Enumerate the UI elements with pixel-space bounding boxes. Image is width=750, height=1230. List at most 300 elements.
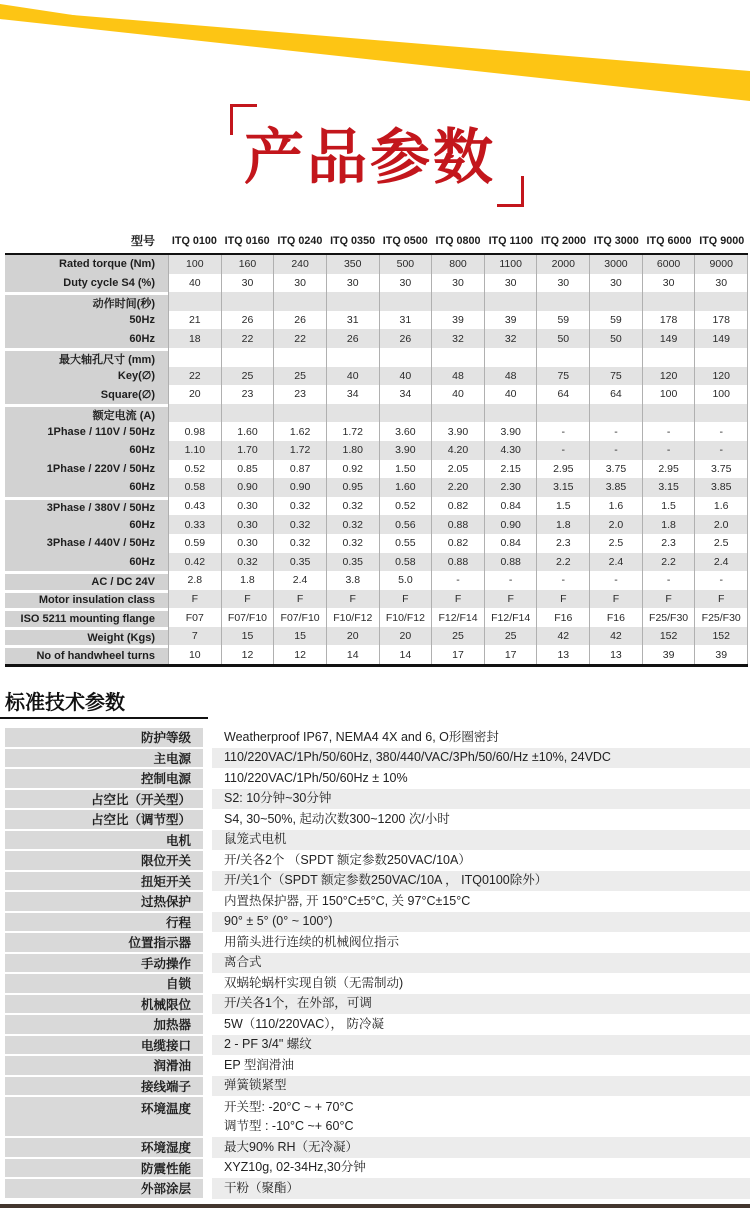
spec-cell: F (484, 590, 537, 609)
spec-cell: F (379, 590, 432, 609)
spec-cell: 1.6 (694, 497, 748, 516)
spec-cell: - (431, 571, 484, 590)
page-title: 产品参数 (244, 124, 496, 191)
spec-cell (642, 404, 695, 423)
table-row (5, 385, 748, 404)
model-header-cell: ITQ 0500 (382, 234, 428, 247)
spec-cell: 12 (221, 645, 274, 664)
spec-cell: 23 (273, 385, 326, 404)
model-header-cells (168, 228, 748, 253)
spec-cell (379, 404, 432, 423)
spec-cell: 0.32 (273, 515, 326, 534)
model-header-cell: ITQ 9000 (699, 234, 745, 247)
tech-row-label: 防震性能 (5, 1158, 203, 1179)
spec-cell: 1.8 (536, 515, 589, 534)
spec-cell: 20 (168, 385, 221, 404)
tech-row-value (212, 932, 750, 953)
tech-row-label: 电机 (5, 830, 203, 851)
tech-row (5, 932, 750, 953)
spec-cell: F (273, 590, 326, 609)
tech-row-value (212, 953, 750, 974)
spec-cell: 10 (168, 645, 221, 664)
spec-cell (221, 292, 274, 311)
model-spec-table-header (5, 228, 748, 255)
tech-row-value (212, 912, 750, 933)
row-label: 60Hz (5, 553, 168, 572)
spec-cell (536, 292, 589, 311)
tech-row-label: 加热器 (5, 1014, 203, 1035)
spec-cell: 21 (168, 311, 221, 330)
spec-cell: - (694, 422, 748, 441)
tech-row-label: 行程 (5, 912, 203, 933)
row-label: 额定电流 (A) (5, 404, 168, 423)
spec-cell: 1.80 (326, 441, 379, 460)
spec-cell: 30 (642, 274, 695, 293)
spec-cell: 50 (589, 329, 642, 348)
spec-cell: 0.42 (168, 553, 221, 572)
spec-cell: 7 (168, 627, 221, 646)
row-label: 60Hz (5, 478, 168, 497)
spec-cell: 59 (536, 311, 589, 330)
tech-value-line: 110/220VAC/1Ph/50/60Hz ± 10% (224, 770, 408, 785)
spec-cell: 178 (694, 311, 748, 330)
tech-row (5, 871, 750, 892)
row-label: Motor insulation class (5, 590, 168, 609)
tech-row-label: 控制电源 (5, 768, 203, 789)
spec-cell: 2.4 (589, 553, 642, 572)
tech-row-label: 环境温度 (5, 1096, 203, 1137)
spec-cell: 1.70 (221, 441, 274, 460)
tech-value-line: 内置热保护器, 开 150°C±5°C, 关 97°C±15°C (224, 893, 471, 908)
spec-cell: 15 (221, 627, 274, 646)
row-label: 60Hz (5, 515, 168, 534)
spec-cell: 20 (379, 627, 432, 646)
spec-cell: 0.92 (326, 460, 379, 479)
tech-row (5, 1055, 750, 1076)
tech-row-value (212, 1096, 750, 1137)
spec-cell: 30 (484, 274, 537, 293)
tech-row-value (212, 1055, 750, 1076)
spec-cell: 149 (642, 329, 695, 348)
model-header-cell: ITQ 0800 (435, 234, 481, 247)
spec-cell (536, 348, 589, 367)
row-cells (168, 553, 748, 572)
spec-cell: 0.58 (379, 553, 432, 572)
spec-cell (431, 404, 484, 423)
row-cells (168, 274, 748, 293)
model-header-cell: ITQ 0100 (171, 234, 217, 247)
section-title-technical-parameters: 标准技术参数 (5, 692, 125, 714)
spec-cell: 40 (168, 274, 221, 293)
spec-cell: 0.32 (221, 553, 274, 572)
spec-cell (273, 292, 326, 311)
row-cells (168, 645, 748, 664)
spec-cell (168, 348, 221, 367)
tech-row (5, 891, 750, 912)
spec-cell: 2.5 (589, 534, 642, 553)
spec-cell: 3.60 (379, 422, 432, 441)
spec-cell: 12 (273, 645, 326, 664)
spec-cell: 0.98 (168, 422, 221, 441)
row-cells (168, 404, 748, 423)
spec-cell: F12/F14 (484, 608, 537, 627)
spec-cell: 3.90 (431, 422, 484, 441)
spec-cell: 75 (536, 367, 589, 386)
spec-cell: 100 (168, 255, 221, 274)
tech-row-value (212, 748, 750, 769)
spec-cell: 2.8 (168, 571, 221, 590)
table-row (5, 292, 748, 311)
spec-cell: 13 (536, 645, 589, 664)
row-label: ISO 5211 mounting flange (5, 608, 168, 627)
spec-cell: - (589, 571, 642, 590)
spec-cell: F (642, 590, 695, 609)
tech-value-line: 用箭头进行连续的机械阀位指示 (224, 934, 400, 949)
spec-cell: - (589, 441, 642, 460)
row-cells (168, 534, 748, 553)
spec-cell: 0.32 (326, 515, 379, 534)
spec-cell: 39 (642, 645, 695, 664)
row-cells (168, 348, 748, 367)
spec-cell: 75 (589, 367, 642, 386)
spec-cell: 2.15 (484, 460, 537, 479)
spec-cell: 3.15 (642, 478, 695, 497)
row-label: 动作时间(秒) (5, 292, 168, 311)
spec-cell: 2.0 (694, 515, 748, 534)
tech-value-line: XYZ10g, 02-34Hz,30分钟 (224, 1160, 366, 1175)
spec-cell: 0.56 (379, 515, 432, 534)
spec-cell (168, 292, 221, 311)
spec-cell: 1.10 (168, 441, 221, 460)
spec-cell: - (642, 422, 695, 441)
model-header-cell: ITQ 1100 (488, 234, 533, 247)
model-spec-table-body (5, 255, 748, 667)
spec-cell: 20 (326, 627, 379, 646)
spec-cell: 800 (431, 255, 484, 274)
spec-cell: 15 (273, 627, 326, 646)
spec-cell: 0.90 (273, 478, 326, 497)
row-label: Duty cycle S4 (%) (5, 274, 168, 293)
tech-row-label: 扭矩开关 (5, 871, 203, 892)
spec-cell: 1.62 (273, 422, 326, 441)
tech-row-label: 接线端子 (5, 1076, 203, 1097)
model-header-cell: ITQ 3000 (593, 234, 639, 247)
spec-cell (484, 348, 537, 367)
spec-cell: 32 (431, 329, 484, 348)
spec-cell (536, 404, 589, 423)
spec-cell: 0.30 (221, 534, 274, 553)
spec-cell: 39 (431, 311, 484, 330)
row-label: Weight (Kgs) (5, 627, 168, 646)
row-label: 最大轴孔尺寸 (mm) (5, 348, 168, 367)
spec-cell: 149 (694, 329, 748, 348)
spec-cell: 14 (326, 645, 379, 664)
spec-cell: 3000 (589, 255, 642, 274)
tech-value-line: 开/关各1个，在外部，可调 (224, 996, 372, 1011)
spec-cell: 0.87 (273, 460, 326, 479)
spec-cell: 30 (273, 274, 326, 293)
spec-cell: 40 (484, 385, 537, 404)
row-label: Square(∅) (5, 385, 168, 404)
tech-row-value (212, 1178, 750, 1199)
spec-cell: 2.3 (642, 534, 695, 553)
spec-cell: 1.5 (642, 497, 695, 516)
tech-row-label: 机械限位 (5, 994, 203, 1015)
spec-cell: 2.3 (536, 534, 589, 553)
spec-cell: 100 (694, 385, 748, 404)
row-cells (168, 590, 748, 609)
spec-cell: 152 (694, 627, 748, 646)
spec-cell (484, 404, 537, 423)
table-row (5, 497, 748, 516)
spec-cell: 0.82 (431, 497, 484, 516)
tech-value-line: Weatherproof IP67, NEMA4 4X and 6, O形圈密封 (224, 729, 499, 744)
spec-cell: 0.32 (326, 497, 379, 516)
row-label: 60Hz (5, 329, 168, 348)
tech-row (5, 768, 750, 789)
spec-cell: 26 (221, 311, 274, 330)
spec-cell: - (589, 422, 642, 441)
tech-value-line: 90° ± 5° (0° ~ 100°) (224, 914, 333, 929)
table-row (5, 534, 748, 553)
spec-cell: - (536, 441, 589, 460)
tech-row-value (212, 1076, 750, 1097)
tech-row-value (212, 994, 750, 1015)
tech-row (5, 1076, 750, 1097)
spec-cell: 31 (379, 311, 432, 330)
spec-cell: 30 (536, 274, 589, 293)
spec-cell: 4.20 (431, 441, 484, 460)
spec-cell: 0.82 (431, 534, 484, 553)
spec-cell: 64 (536, 385, 589, 404)
tech-row-value (212, 871, 750, 892)
spec-cell: F (589, 590, 642, 609)
table-row (5, 367, 748, 386)
spec-cell: 48 (484, 367, 537, 386)
tech-value-line: 110/220VAC/1Ph/50/60Hz, 380/440/VAC/3Ph/50/60/Hz ±10%, 24VDC (224, 750, 611, 765)
title-bracket-bottom-right-icon (497, 176, 524, 207)
spec-cell: 2.20 (431, 478, 484, 497)
model-header-cell: ITQ 6000 (646, 234, 692, 247)
tech-row-label: 位置指示器 (5, 932, 203, 953)
tech-row-value (212, 809, 750, 830)
spec-cell: 39 (484, 311, 537, 330)
spec-cell: 2.95 (536, 460, 589, 479)
table-row (5, 404, 748, 423)
tech-row-value (212, 727, 750, 748)
spec-cell (273, 348, 326, 367)
spec-cell: 0.84 (484, 534, 537, 553)
spec-cell (642, 292, 695, 311)
spec-cell: - (536, 571, 589, 590)
tech-value-line: 离合式 (224, 955, 262, 970)
spec-cell: 1.72 (326, 422, 379, 441)
tech-value-line: S2: 10分钟~30分钟 (224, 791, 332, 806)
spec-cell: 0.95 (326, 478, 379, 497)
spec-cell: 1100 (484, 255, 537, 274)
row-label: No of handwheel turns (5, 645, 168, 664)
spec-cell: 22 (168, 367, 221, 386)
tech-row-value (212, 830, 750, 851)
model-header-cell: ITQ 0350 (330, 234, 376, 247)
row-label: AC / DC 24V (5, 571, 168, 590)
spec-cell: 17 (431, 645, 484, 664)
row-label: 50Hz (5, 311, 168, 330)
spec-cell: 0.55 (379, 534, 432, 553)
spec-cell: 0.85 (221, 460, 274, 479)
spec-cell (694, 404, 748, 423)
spec-cell: 3.15 (536, 478, 589, 497)
row-cells (168, 460, 748, 479)
table-row (5, 478, 748, 497)
spec-cell: 3.75 (589, 460, 642, 479)
spec-cell (273, 404, 326, 423)
spec-cell (221, 348, 274, 367)
row-cells (168, 441, 748, 460)
tech-row-label: 自锁 (5, 973, 203, 994)
model-column-label: 型号 (130, 234, 155, 248)
tech-value-line: 开/关1个（SPDT 额定参数250VAC/10A ， ITQ0100除外） (224, 873, 548, 888)
spec-cell: 3.85 (589, 478, 642, 497)
spec-cell (326, 292, 379, 311)
spec-cell (379, 348, 432, 367)
spec-cell: 240 (273, 255, 326, 274)
tech-row-value (212, 850, 750, 871)
spec-cell: 22 (273, 329, 326, 348)
spec-cell (589, 404, 642, 423)
row-cells (168, 627, 748, 646)
spec-cell: 32 (484, 329, 537, 348)
title-block (228, 102, 528, 207)
table-row (5, 422, 748, 441)
spec-cell: 25 (273, 367, 326, 386)
model-header-cell: ITQ 0240 (277, 234, 323, 247)
spec-cell: 17 (484, 645, 537, 664)
spec-cell: 6000 (642, 255, 695, 274)
spec-cell: 22 (221, 329, 274, 348)
tech-value-line: 弹簧锁紧型 (224, 1078, 287, 1093)
spec-cell: F07/F10 (221, 608, 274, 627)
spec-cell: 3.90 (484, 422, 537, 441)
tech-value-line: 干粉（聚酯） (224, 1180, 300, 1195)
tech-row-value (212, 891, 750, 912)
spec-cell: - (694, 571, 748, 590)
spec-cell: 0.35 (273, 553, 326, 572)
spec-cell: 100 (642, 385, 695, 404)
tech-value-line: 双蜗轮蜗杆实现自锁（无需制动) (224, 975, 404, 990)
spec-cell: 18 (168, 329, 221, 348)
spec-cell: 1.72 (273, 441, 326, 460)
spec-cell: 2.4 (273, 571, 326, 590)
spec-cell: 2.05 (431, 460, 484, 479)
row-cells (168, 329, 748, 348)
spec-cell: 500 (379, 255, 432, 274)
spec-cell: F (536, 590, 589, 609)
row-label: Rated torque (Nm) (5, 255, 168, 274)
spec-cell: 0.88 (431, 515, 484, 534)
table-row (5, 274, 748, 293)
spec-cell: F10/F12 (326, 608, 379, 627)
row-cells (168, 497, 748, 516)
spec-cell: 0.33 (168, 515, 221, 534)
row-cells (168, 311, 748, 330)
spec-cell: 9000 (694, 255, 748, 274)
spec-cell: 2.4 (694, 553, 748, 572)
spec-cell: 1.50 (379, 460, 432, 479)
spec-cell: 5.0 (379, 571, 432, 590)
spec-cell: 34 (379, 385, 432, 404)
spec-cell: 26 (326, 329, 379, 348)
table-row (5, 571, 748, 590)
table-row (5, 441, 748, 460)
spec-cell (589, 348, 642, 367)
table-row (5, 348, 748, 367)
table-row (5, 608, 748, 627)
row-cells (168, 367, 748, 386)
page-bottom-rule (0, 1204, 750, 1208)
spec-cell: 30 (379, 274, 432, 293)
spec-cell: 0.30 (221, 497, 274, 516)
spec-cell: - (694, 441, 748, 460)
tech-row-label: 主电源 (5, 748, 203, 769)
spec-cell (221, 404, 274, 423)
technical-parameters-table (5, 727, 750, 1199)
tech-value-line: 鼠笼式电机 (224, 832, 287, 847)
tech-row-label: 外部涂层 (5, 1178, 203, 1199)
spec-cell: 2.5 (694, 534, 748, 553)
spec-cell (379, 292, 432, 311)
spec-cell: 0.52 (168, 460, 221, 479)
spec-cell: 350 (326, 255, 379, 274)
row-label: 1Phase / 220V / 50Hz (5, 460, 168, 479)
tech-row (5, 994, 750, 1015)
spec-cell: 42 (536, 627, 589, 646)
spec-cell: 25 (431, 627, 484, 646)
tech-row (5, 973, 750, 994)
spec-cell: 2.0 (589, 515, 642, 534)
spec-cell: 0.32 (273, 497, 326, 516)
table-row (5, 255, 748, 274)
spec-cell: F (431, 590, 484, 609)
tech-value-line: 调节型 : -10°C ~+ 60°C (224, 1118, 354, 1133)
spec-cell: F25/F30 (642, 608, 695, 627)
spec-cell: 0.52 (379, 497, 432, 516)
spec-cell: 42 (589, 627, 642, 646)
spec-cell: 152 (642, 627, 695, 646)
spec-cell (431, 348, 484, 367)
tech-row-label: 防护等级 (5, 727, 203, 748)
tech-row-value (212, 768, 750, 789)
spec-cell: 50 (536, 329, 589, 348)
tech-value-line: S4, 30~50%, 起动次数300~1200 次/小时 (224, 811, 450, 826)
table-row (5, 553, 748, 572)
model-header-cell: ITQ 2000 (541, 234, 587, 247)
spec-cell: 3.85 (694, 478, 748, 497)
spec-cell: 2.95 (642, 460, 695, 479)
spec-cell (642, 348, 695, 367)
spec-cell: 30 (326, 274, 379, 293)
spec-cell: 2.2 (642, 553, 695, 572)
row-label: 60Hz (5, 441, 168, 460)
row-cells (168, 422, 748, 441)
spec-cell: 120 (694, 367, 748, 386)
spec-cell: 0.88 (431, 553, 484, 572)
table-row (5, 329, 748, 348)
tech-row-label: 电缆接口 (5, 1035, 203, 1056)
tech-row (5, 953, 750, 974)
spec-cell: 2000 (536, 255, 589, 274)
tech-row (5, 912, 750, 933)
